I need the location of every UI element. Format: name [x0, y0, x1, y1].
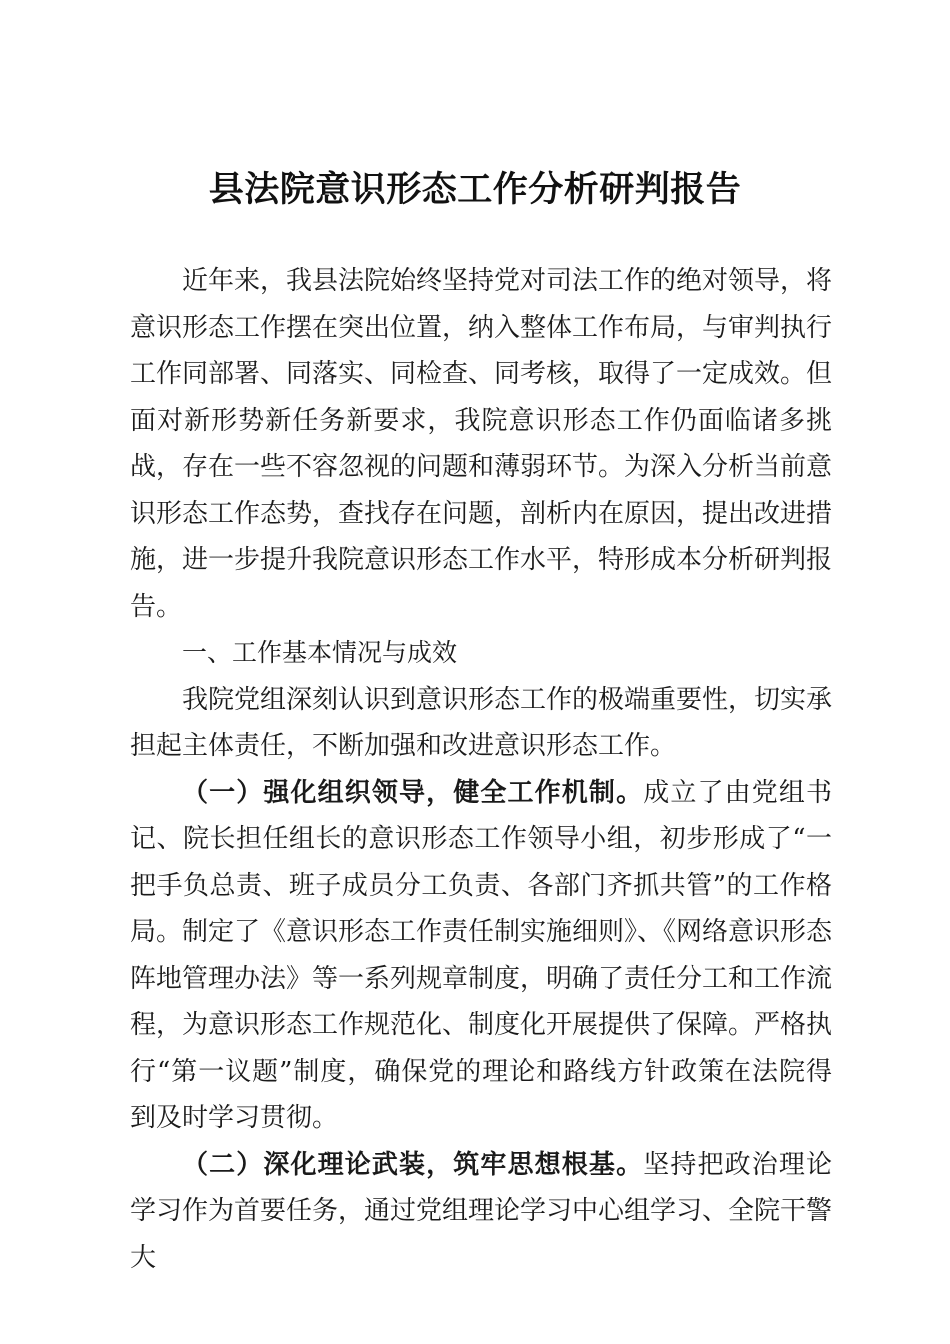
subsection-2-text: 坚持把政治理论学习作为首要任务，通过党组理论学习中心组学习、全院干警大 [130, 1149, 833, 1273]
subsection-1-text: 成立了由党组书记、院长担任组长的意识形态工作领导小组，初步形成了“一把手负总责、班子成员分工负责、各部门齐抓共管”的工作格局。制定了《意识形态工作责任制实施细则》、《网络意识形态阵地管理办法》等一系列规章制度，明确了责任分工和工作流程，为意识形态工作规范化、制度化开展提供了保障。严格执行“第一议题”制度，确保党的理论和路线方针政策在法院得到及时学习贯彻。 [130, 777, 833, 1133]
document-title: 县法院意识形态工作分析研判报告 [208, 169, 742, 210]
section-1-intro: 我院党组深刻认识到意识形态工作的极端重要性，切实承担起主体责任，不断加强和改进意识形态工作。 [130, 684, 833, 761]
intro-paragraph: 近年来，我县法院始终坚持党对司法工作的绝对领导，将意识形态工作摆在突出位置，纳入整体工作布局，与审判执行工作同部署、同落实、同检查、同考核，取得了一定成效。但面对新形势新任务新要求，我院意识形态工作仍面临诸多挑战，存在一些不容忽视的问题和薄弱环节。为深入分析当前意识形态工作态势，查找存在问题，剖析内在原因，提出改进措施，进一步提升我院意识形态工作水平，特形成本分析研判报告。 [130, 266, 833, 622]
subsection-2-lead: （二）深化理论武装，筑牢思想根基。 [182, 1149, 644, 1180]
subsection-1-paragraph [130, 770, 832, 1142]
document-body [130, 258, 832, 1281]
subsection-1-lead: （一）强化组织领导，健全工作机制。 [182, 777, 644, 808]
section-heading-1: 一、工作基本情况与成效 [182, 638, 458, 667]
subsection-2-paragraph [130, 1142, 832, 1282]
